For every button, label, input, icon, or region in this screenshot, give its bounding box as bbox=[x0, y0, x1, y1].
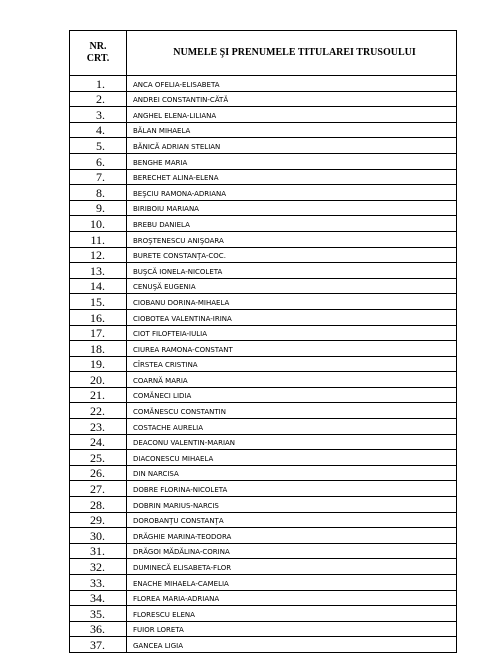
table-row bbox=[70, 122, 457, 138]
row-name: ANCA OFELIA-ELISABETA bbox=[127, 76, 457, 92]
row-number: 29. bbox=[70, 512, 127, 528]
row-name: COARNĂ MARIA bbox=[127, 372, 457, 388]
row-name: CENUŞĂ EUGENIA bbox=[127, 278, 457, 294]
table-row bbox=[70, 185, 457, 201]
row-number: 4. bbox=[70, 122, 127, 138]
table-row bbox=[70, 528, 457, 544]
table-row bbox=[70, 107, 457, 123]
table-row bbox=[70, 200, 457, 216]
row-name: DOBRE FLORINA-NICOLETA bbox=[127, 481, 457, 497]
row-number: 22. bbox=[70, 403, 127, 419]
table-row bbox=[70, 621, 457, 637]
row-name: ENACHE MIHAELA-CAMELIA bbox=[127, 575, 457, 591]
beneficiary-table bbox=[69, 30, 457, 653]
table-row bbox=[70, 372, 457, 388]
row-name: BREBU DANIELA bbox=[127, 216, 457, 232]
row-name: BEŞCIU RAMONA-ADRIANA bbox=[127, 185, 457, 201]
row-number: 33. bbox=[70, 575, 127, 591]
table-row bbox=[70, 263, 457, 279]
table-row bbox=[70, 637, 457, 653]
row-number: 8. bbox=[70, 185, 127, 201]
table-body bbox=[70, 76, 457, 653]
table-row bbox=[70, 356, 457, 372]
table-row bbox=[70, 294, 457, 310]
row-name: GANCEA LIGIA bbox=[127, 637, 457, 653]
table-row bbox=[70, 138, 457, 154]
row-number: 6. bbox=[70, 153, 127, 169]
row-number: 9. bbox=[70, 200, 127, 216]
table-row bbox=[70, 575, 457, 591]
row-name: COSTACHE AURELIA bbox=[127, 419, 457, 435]
table-row bbox=[70, 153, 457, 169]
row-number: 14. bbox=[70, 278, 127, 294]
row-name: BENGHE MARIA bbox=[127, 153, 457, 169]
row-name: BROŞTENESCU ANIŞOARA bbox=[127, 231, 457, 247]
row-name: CIOT FILOFTEIA-IULIA bbox=[127, 325, 457, 341]
row-number: 3. bbox=[70, 107, 127, 123]
row-name: BĂLAN MIHAELA bbox=[127, 122, 457, 138]
table-row bbox=[70, 450, 457, 466]
row-name: BĂNICĂ ADRIAN STELIAN bbox=[127, 138, 457, 154]
row-name: FLORESCU ELENA bbox=[127, 606, 457, 622]
row-number: 32. bbox=[70, 559, 127, 575]
table-row bbox=[70, 231, 457, 247]
row-name: ANGHEL ELENA-LILIANA bbox=[127, 107, 457, 123]
table-header-row bbox=[70, 31, 457, 76]
table-row bbox=[70, 606, 457, 622]
row-number: 23. bbox=[70, 419, 127, 435]
row-number: 35. bbox=[70, 606, 127, 622]
row-name: BUŞCĂ IONELA-NICOLETA bbox=[127, 263, 457, 279]
table-row bbox=[70, 309, 457, 325]
row-number: 37. bbox=[70, 637, 127, 653]
table-row bbox=[70, 590, 457, 606]
table-row bbox=[70, 325, 457, 341]
row-name: DIACONESCU MIHAELA bbox=[127, 450, 457, 466]
row-name: CIUREA RAMONA-CONSTANT bbox=[127, 341, 457, 357]
row-name: ANDREI CONSTANTIN-CĂTĂ bbox=[127, 91, 457, 107]
row-name: FUIOR LORETA bbox=[127, 621, 457, 637]
row-number: 11. bbox=[70, 231, 127, 247]
row-name: CÎRSTEA CRISTINA bbox=[127, 356, 457, 372]
header-nr-crt bbox=[70, 31, 127, 76]
table-row bbox=[70, 169, 457, 185]
table-row bbox=[70, 341, 457, 357]
table-row bbox=[70, 247, 457, 263]
table-row bbox=[70, 403, 457, 419]
row-number: 25. bbox=[70, 450, 127, 466]
row-name: BURETE CONSTANŢA-COC. bbox=[127, 247, 457, 263]
row-name: DOROBANŢU CONSTANŢA bbox=[127, 512, 457, 528]
row-number: 1. bbox=[70, 76, 127, 92]
row-number: 19. bbox=[70, 356, 127, 372]
table-row bbox=[70, 216, 457, 232]
row-name: DRĂGHIE MARINA-TEODORA bbox=[127, 528, 457, 544]
table-row bbox=[70, 419, 457, 435]
row-number: 36. bbox=[70, 621, 127, 637]
row-number: 15. bbox=[70, 294, 127, 310]
table-row bbox=[70, 76, 457, 92]
row-name: CIOBANU DORINA-MIHAELA bbox=[127, 294, 457, 310]
row-number: 31. bbox=[70, 543, 127, 559]
table-row bbox=[70, 481, 457, 497]
table-row bbox=[70, 497, 457, 513]
table-row bbox=[70, 387, 457, 403]
header-nr-line2: CRT. bbox=[86, 53, 110, 64]
table-row bbox=[70, 91, 457, 107]
table-row bbox=[70, 465, 457, 481]
row-name: BERECHET ALINA-ELENA bbox=[127, 169, 457, 185]
header-name: NUMELE ŞI PRENUMELE TITULAREI TRUSOULUI bbox=[127, 31, 457, 76]
row-number: 2. bbox=[70, 91, 127, 107]
row-number: 18. bbox=[70, 341, 127, 357]
row-number: 30. bbox=[70, 528, 127, 544]
row-number: 27. bbox=[70, 481, 127, 497]
row-name: COMĂNESCU CONSTANTIN bbox=[127, 403, 457, 419]
row-number: 28. bbox=[70, 497, 127, 513]
row-name: DEACONU VALENTIN-MARIAN bbox=[127, 434, 457, 450]
table-row bbox=[70, 543, 457, 559]
row-name: DOBRIN MARIUS-NARCIS bbox=[127, 497, 457, 513]
table-row bbox=[70, 434, 457, 450]
row-number: 20. bbox=[70, 372, 127, 388]
row-name: DUMINECĂ ELISABETA-FLOR bbox=[127, 559, 457, 575]
row-number: 16. bbox=[70, 309, 127, 325]
row-number: 5. bbox=[70, 138, 127, 154]
row-name: FLOREA MARIA-ADRIANA bbox=[127, 590, 457, 606]
row-number: 24. bbox=[70, 434, 127, 450]
row-number: 12. bbox=[70, 247, 127, 263]
row-name: COMĂNECI LIDIA bbox=[127, 387, 457, 403]
row-number: 34. bbox=[70, 590, 127, 606]
row-name: DRĂGOI MĂDĂLINA-CORINA bbox=[127, 543, 457, 559]
row-name: CIOBOTEA VALENTINA-IRINA bbox=[127, 309, 457, 325]
row-number: 21. bbox=[70, 387, 127, 403]
row-number: 13. bbox=[70, 263, 127, 279]
row-number: 17. bbox=[70, 325, 127, 341]
row-name: BIRIBOIU MARIANA bbox=[127, 200, 457, 216]
table-row bbox=[70, 278, 457, 294]
table-row bbox=[70, 559, 457, 575]
table-row bbox=[70, 512, 457, 528]
row-number: 7. bbox=[70, 169, 127, 185]
header-nr-line1: NR. bbox=[89, 41, 107, 52]
row-name: DIN NARCISA bbox=[127, 465, 457, 481]
row-number: 10. bbox=[70, 216, 127, 232]
row-number: 26. bbox=[70, 465, 127, 481]
document-sheet bbox=[69, 30, 456, 653]
